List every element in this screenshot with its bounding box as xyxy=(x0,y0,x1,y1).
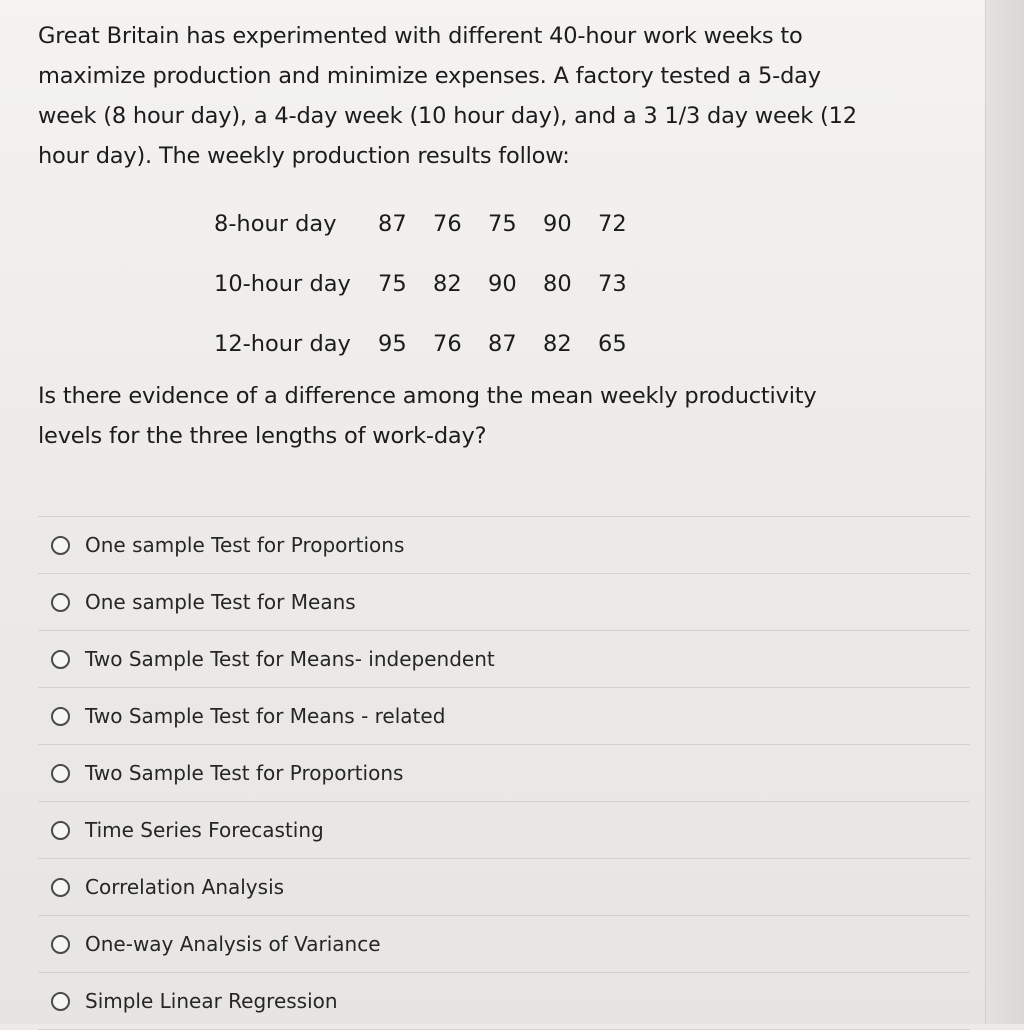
option-time-series-forecasting[interactable] xyxy=(38,802,970,859)
option-one-sample-proportions[interactable] xyxy=(38,517,970,574)
option-simple-linear-regression[interactable] xyxy=(38,973,970,1030)
table-row xyxy=(214,194,653,254)
row-label: 8-hour day xyxy=(214,211,337,237)
table-row xyxy=(214,314,653,374)
option-label: Correlation Analysis xyxy=(85,875,285,899)
table-cell: 76 xyxy=(433,211,462,237)
table-cell: 90 xyxy=(543,211,572,237)
table-cell: 87 xyxy=(488,331,517,357)
option-label: Time Series Forecasting xyxy=(85,818,324,842)
radio-button-icon[interactable] xyxy=(51,992,70,1011)
table-cell: 73 xyxy=(598,271,627,297)
option-label: Two Sample Test for Means- independent xyxy=(85,647,495,671)
option-correlation-analysis[interactable] xyxy=(38,859,970,916)
radio-button-icon[interactable] xyxy=(51,650,70,669)
question-line: hour day). The weekly production results follow: xyxy=(38,143,570,169)
option-label: Two Sample Test for Means - related xyxy=(85,704,446,728)
prompt-line: levels for the three lengths of work-day? xyxy=(38,423,487,449)
prompt-text xyxy=(38,376,938,456)
option-two-sample-means-related[interactable] xyxy=(38,688,970,745)
option-label: One sample Test for Means xyxy=(85,590,356,614)
table-cell: 76 xyxy=(433,331,462,357)
option-one-sample-means[interactable] xyxy=(38,574,970,631)
radio-button-icon[interactable] xyxy=(51,536,70,555)
option-label: One sample Test for Proportions xyxy=(85,533,405,557)
table-cell: 90 xyxy=(488,271,517,297)
question-line: maximize production and minimize expenses. A factory tested a 5-day xyxy=(38,63,821,89)
option-label: Simple Linear Regression xyxy=(85,989,338,1013)
radio-button-icon[interactable] xyxy=(51,707,70,726)
option-two-sample-means-independent[interactable] xyxy=(38,631,970,688)
question-line: week (8 hour day), a 4-day week (10 hour day), and a 3 1/3 day week (12 xyxy=(38,103,857,129)
table-cell: 72 xyxy=(598,211,627,237)
table-cell: 75 xyxy=(378,271,407,297)
prompt-line: Is there evidence of a difference among the mean weekly productivity xyxy=(38,383,817,409)
radio-button-icon[interactable] xyxy=(51,935,70,954)
radio-button-icon[interactable] xyxy=(51,764,70,783)
table-cell: 65 xyxy=(598,331,627,357)
question-text xyxy=(38,16,948,176)
table-cell: 80 xyxy=(543,271,572,297)
option-label: Two Sample Test for Proportions xyxy=(85,761,404,785)
answer-options xyxy=(38,516,970,1030)
table-cell: 95 xyxy=(378,331,407,357)
row-label: 10-hour day xyxy=(214,271,351,297)
production-data-table xyxy=(214,194,653,374)
row-label: 12-hour day xyxy=(214,331,351,357)
table-cell: 82 xyxy=(543,331,572,357)
table-cell: 82 xyxy=(433,271,462,297)
radio-button-icon[interactable] xyxy=(51,593,70,612)
table-cell: 75 xyxy=(488,211,517,237)
radio-button-icon[interactable] xyxy=(51,821,70,840)
question-line: Great Britain has experimented with different 40-hour work weeks to xyxy=(38,23,803,49)
option-two-sample-proportions[interactable] xyxy=(38,745,970,802)
option-one-way-anova[interactable] xyxy=(38,916,970,973)
table-cell: 87 xyxy=(378,211,407,237)
option-label: One-way Analysis of Variance xyxy=(85,932,381,956)
radio-button-icon[interactable] xyxy=(51,878,70,897)
scrollbar-track[interactable] xyxy=(985,0,1024,1024)
table-row xyxy=(214,254,653,314)
